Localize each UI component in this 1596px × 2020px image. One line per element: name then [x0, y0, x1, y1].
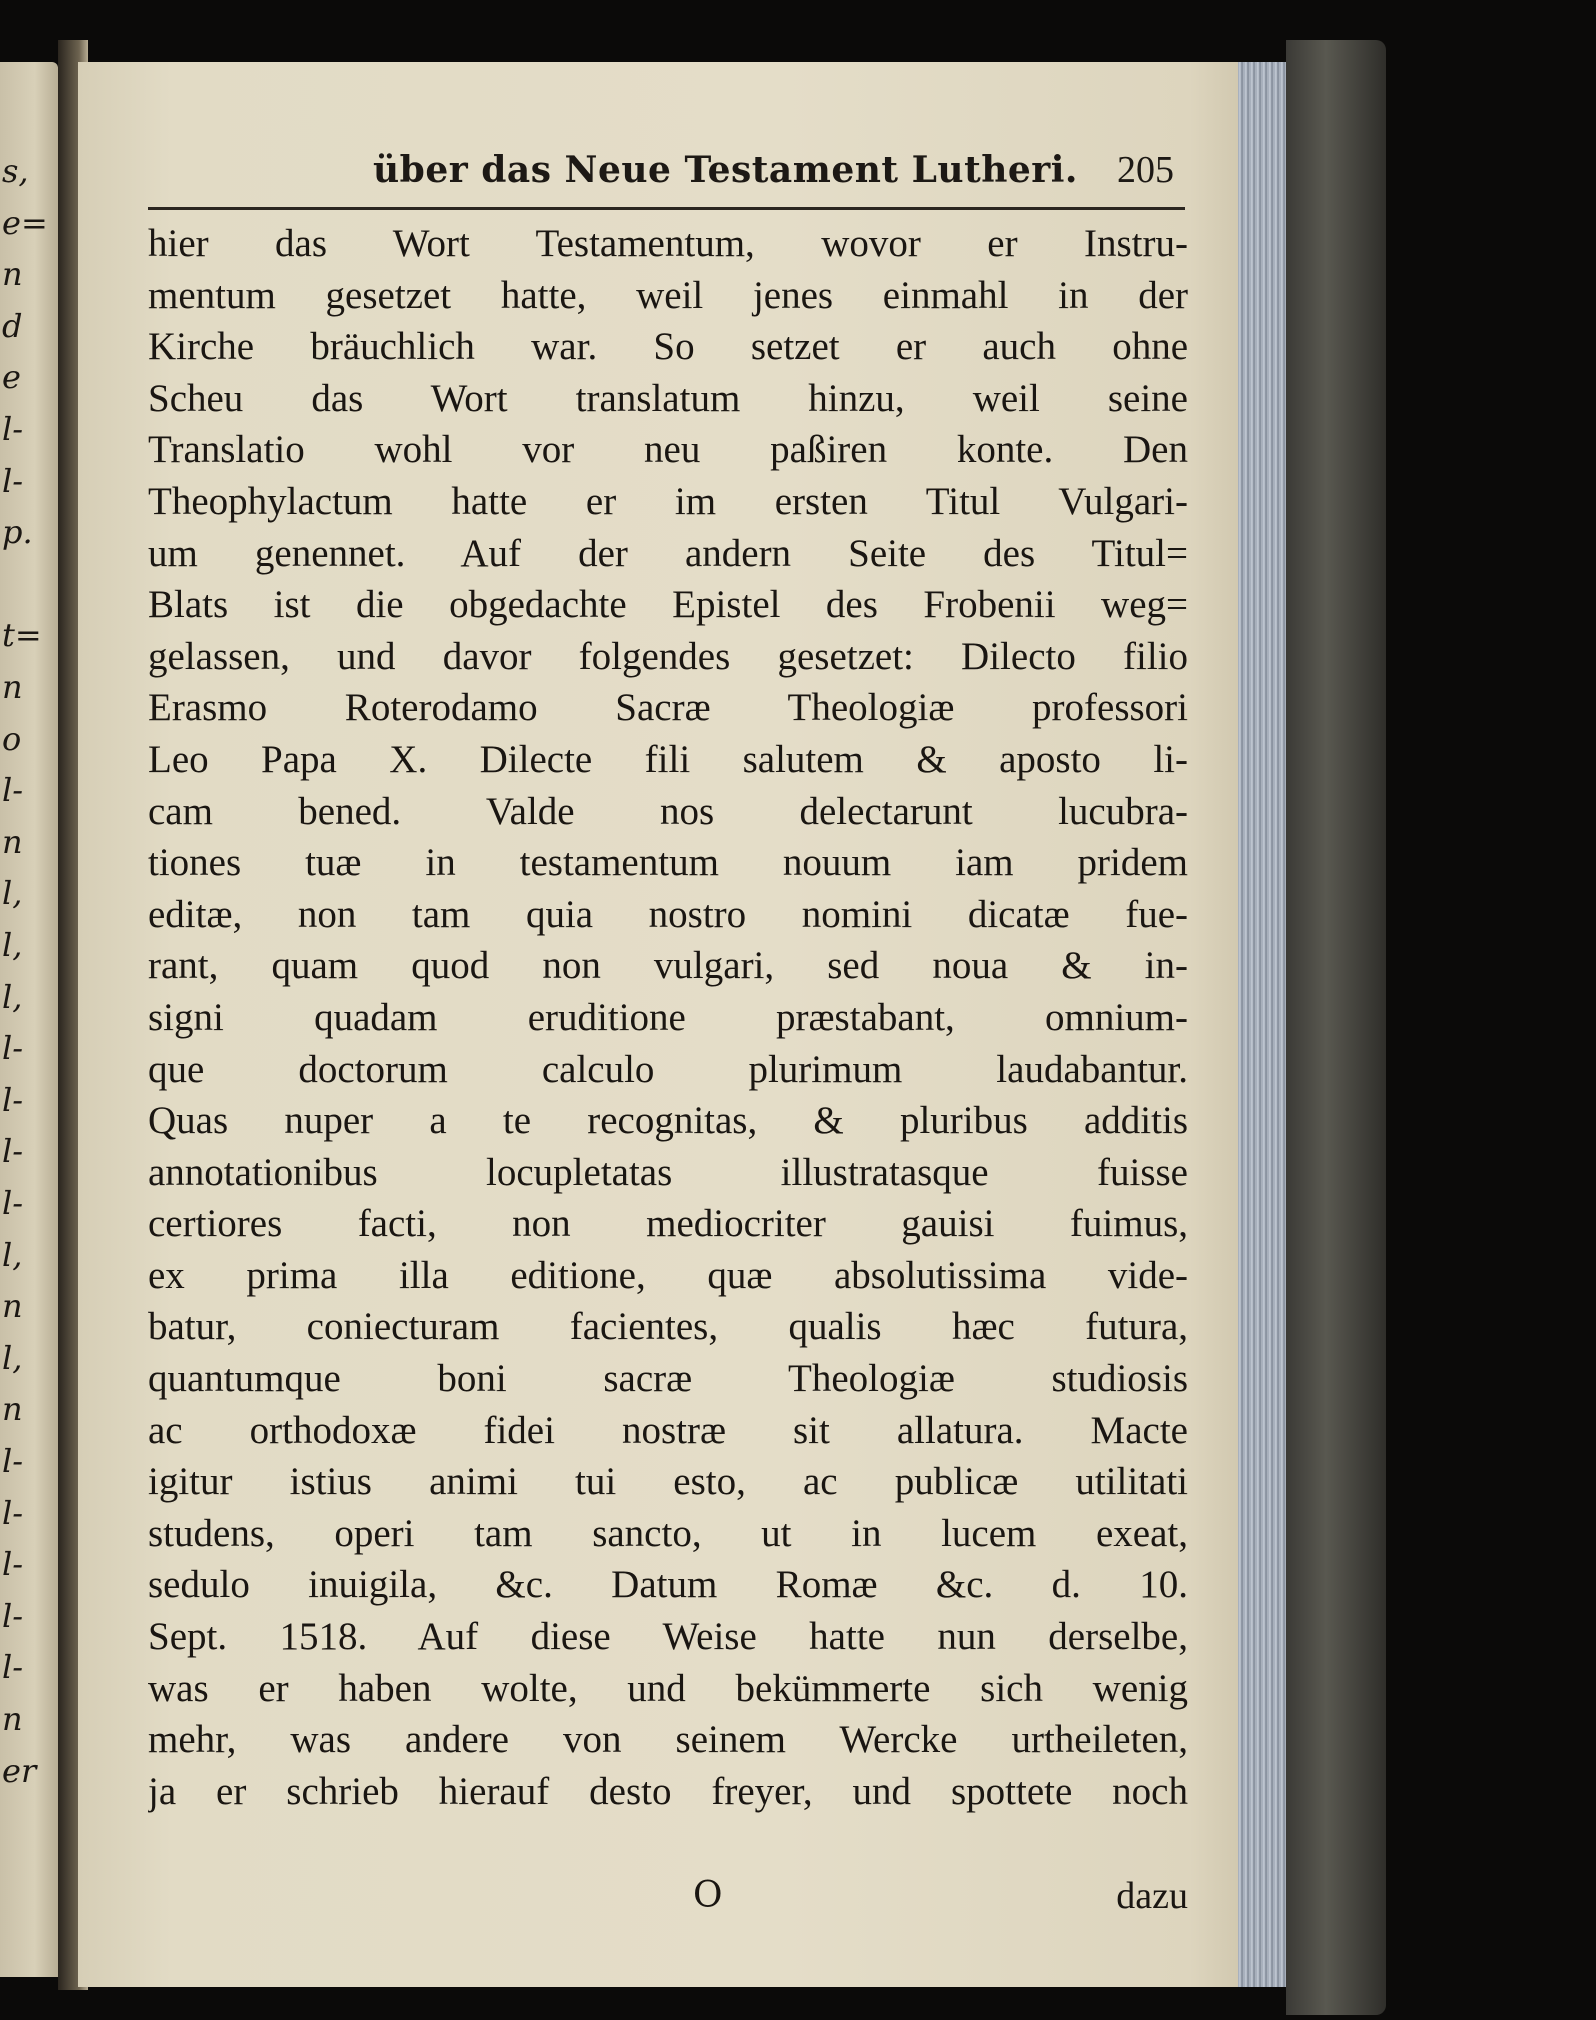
text-line: signi quadam eruditione præstabant, omnium-	[148, 995, 1188, 1039]
text-line: cam bened. Valde nos delectarunt lucubra-	[148, 789, 1188, 833]
left-page-fragment: l-	[2, 1184, 24, 1222]
left-page-fragment: l,	[2, 1338, 23, 1377]
left-page-fragment: l-	[2, 410, 24, 448]
text-line: rant, quam quod non vulgari, sed noua & in-	[148, 944, 1188, 988]
left-page-fragment: l-	[2, 1442, 24, 1480]
text-line: que doctorum calculo plurimum laudabantur.	[148, 1047, 1188, 1091]
text-line: mentum gesetzet hatte, weil jenes einmahl in der	[148, 273, 1188, 317]
left-page-fragment: l-	[2, 1080, 24, 1119]
text-line: annotationibus locupletatas illustratasque fuisse	[148, 1150, 1188, 1194]
text-line: Erasmo Roterodamo Sacræ Theologiæ professori	[148, 686, 1188, 730]
text-line: Leo Papa X. Dilecte fili salutem & aposto li-	[148, 737, 1188, 781]
left-page-fragment: n	[2, 1390, 23, 1429]
left-page-fragment: s,	[2, 152, 29, 190]
text-line: gelassen, und davor folgendes gesetzet: Dilecto filio	[148, 634, 1188, 678]
left-page-fragment: n	[2, 668, 23, 706]
left-page-fragment: d	[2, 306, 23, 345]
left-page-fragment: n	[2, 1700, 23, 1738]
text-line: Scheu das Wort translatum hinzu, weil seine	[148, 376, 1188, 420]
left-page-fragment: l-	[2, 1545, 24, 1584]
left-page-edge	[0, 62, 58, 1977]
text-line: igitur istius animi tui esto, ac publicæ utilitati	[148, 1460, 1188, 1504]
text-line: quantumque boni sacræ Theologiæ studiosis	[148, 1357, 1188, 1401]
text-line: ex prima illa editione, quæ absolutissima vide-	[148, 1253, 1188, 1297]
page-number: 205	[1117, 149, 1174, 191]
text-line: certiores facti, non mediocriter gauisi fuimus,	[148, 1202, 1188, 1246]
text-line: editæ, non tam quia nostro nomini dicatæ fue-	[148, 892, 1188, 936]
left-page-fragment: e=	[2, 203, 48, 242]
left-page-fragment	[2, 563, 56, 605]
text-line: hier das Wort Testamentum, wovor er Instru-	[148, 222, 1188, 265]
text-line: Blats ist die obgedachte Epistel des Frobenii weg=	[148, 583, 1188, 627]
text-line: ac orthodoxæ fidei nostræ sit allatura. Macte	[148, 1408, 1188, 1452]
text-line: ja er schrieb hierauf desto freyer, und spottete noch	[148, 1769, 1188, 1813]
binding-board	[1286, 40, 1386, 2015]
text-line: Theophylactum hatte er im ersten Titul Vulgari-	[148, 479, 1188, 523]
page-block-edge	[1238, 62, 1286, 1987]
left-page-fragment: l-	[2, 1493, 24, 1532]
text-line: studens, operi tam sancto, ut in lucem exeat,	[148, 1511, 1188, 1555]
left-page-fragment: l-	[2, 1029, 24, 1068]
left-page-fragment: l-	[2, 461, 24, 500]
left-page-fragment: n	[2, 822, 23, 861]
left-page-fragment: l-	[2, 1596, 24, 1635]
left-page-fragment: l,	[2, 874, 23, 913]
text-line: um genennet. Auf der andern Seite des Titul=	[148, 531, 1188, 575]
text-line: Kirche bräuchlich war. So setzet er auch ohne	[148, 325, 1188, 369]
recto-page	[78, 62, 1248, 1987]
left-page-fragment: l,	[2, 926, 23, 964]
head-rule	[148, 207, 1185, 210]
text-line: sedulo inuigila, &c. Datum Romæ &c. d. 10.	[148, 1563, 1188, 1607]
text-line: mehr, was andere von seinem Wercke urtheileten,	[148, 1718, 1188, 1762]
left-page-fragment: l-	[2, 1648, 24, 1687]
left-page-fragment: p.	[2, 513, 33, 552]
catchword: dazu	[1116, 1875, 1188, 1917]
left-page-fragment: n	[2, 255, 23, 294]
text-line: batur, coniecturam facientes, qualis hæc futura,	[148, 1305, 1188, 1349]
left-page-fragment: l,	[2, 977, 23, 1016]
text-line: tiones tuæ in testamentum nouum iam pridem	[148, 841, 1188, 885]
text-line: Quas nuper a te recognitas, & pluribus additis	[148, 1099, 1188, 1143]
left-page-fragment: e	[2, 358, 21, 397]
body-text	[148, 218, 1188, 1817]
text-line: was er haben wolte, und bekümmerte sich wenig	[148, 1666, 1188, 1710]
left-page-fragment: er	[2, 1751, 37, 1790]
text-line: Translatio wohl vor neu paßiren konte. Den	[148, 428, 1188, 472]
left-page-fragment: l-	[2, 771, 24, 810]
left-page-fragment: l,	[2, 1235, 23, 1274]
left-page-fragment: t=	[2, 616, 42, 655]
left-page-fragment: n	[2, 1287, 23, 1326]
running-head	[148, 142, 1188, 198]
text-line: Sept. 1518. Auf diese Weise hatte nun derselbe,	[148, 1615, 1188, 1659]
running-head-title: über das Neue Testament Lutheri.	[373, 149, 1078, 191]
signature-mark: O	[693, 1875, 723, 1916]
left-page-fragment: l-	[2, 1132, 24, 1171]
left-page-fragment: o	[2, 719, 22, 758]
page-footer	[148, 1870, 1188, 1922]
